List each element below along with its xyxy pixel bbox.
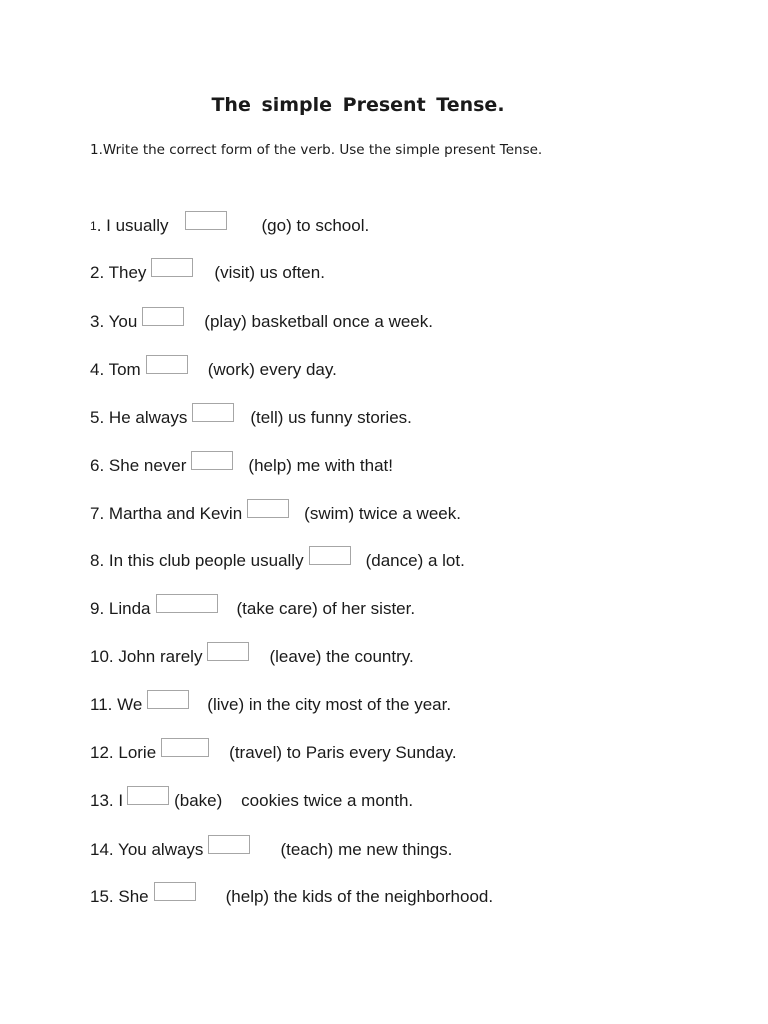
answer-box[interactable] xyxy=(154,882,196,901)
answer-box[interactable] xyxy=(146,355,188,374)
worksheet-instruction: 1.Write the correct form of the verb. Use the simple present Tense. xyxy=(90,142,543,158)
exercise-5 xyxy=(90,406,412,430)
exercise-subject: He always xyxy=(104,408,188,427)
exercise-subject: Linda xyxy=(104,599,151,618)
exercise-subject: You xyxy=(104,312,138,331)
answer-box[interactable] xyxy=(127,786,169,805)
exercise-verb-rest: (dance) a lot. xyxy=(365,551,465,570)
exercise-subject: . I usually xyxy=(96,216,169,235)
answer-box[interactable] xyxy=(156,594,218,613)
answer-box[interactable] xyxy=(142,307,184,326)
answer-box[interactable] xyxy=(247,499,289,518)
answer-box[interactable] xyxy=(309,546,351,565)
exercise-1 xyxy=(90,214,369,238)
worksheet-title: The simple Present Tense. xyxy=(211,94,505,116)
exercise-verb-rest: (help) me with that! xyxy=(248,456,393,475)
exercise-number: 5. xyxy=(90,408,105,427)
exercise-number: 7. xyxy=(90,504,105,523)
exercise-number: 8. xyxy=(90,551,105,570)
exercise-subject: Lorie xyxy=(113,743,157,762)
exercise-verb-rest: (go) to school. xyxy=(261,216,370,235)
exercise-number: 1 xyxy=(90,219,97,233)
exercise-8 xyxy=(90,549,465,573)
exercise-verb-rest: (play) basketball once a week. xyxy=(204,312,433,331)
exercise-number: 3. xyxy=(90,312,105,331)
exercise-number: 14. xyxy=(90,840,114,859)
exercise-subject: Martha and Kevin xyxy=(104,504,243,523)
exercise-verb-rest: (swim) twice a week. xyxy=(304,504,461,523)
exercise-7 xyxy=(90,502,461,526)
exercise-verb-rest: (work) every day. xyxy=(207,360,337,379)
exercise-9 xyxy=(90,597,415,621)
answer-box[interactable] xyxy=(208,835,250,854)
exercise-subject: Tom xyxy=(104,360,141,379)
exercise-10 xyxy=(90,645,414,669)
answer-box[interactable] xyxy=(147,690,189,709)
exercise-11 xyxy=(90,693,451,717)
exercise-number: 4. xyxy=(90,360,105,379)
answer-box[interactable] xyxy=(185,211,227,230)
exercise-subject: We xyxy=(112,695,143,714)
answer-box[interactable] xyxy=(151,258,193,277)
exercise-14 xyxy=(90,838,452,862)
answer-box[interactable] xyxy=(192,403,234,422)
exercise-13 xyxy=(90,789,413,813)
exercise-verb-rest: (take care) of her sister. xyxy=(236,599,416,618)
exercise-6 xyxy=(90,454,393,478)
exercise-15 xyxy=(90,885,493,909)
exercise-number: 9. xyxy=(90,599,105,618)
exercise-subject: You always xyxy=(113,840,204,859)
exercise-subject: She xyxy=(113,887,149,906)
exercise-12 xyxy=(90,741,457,765)
exercise-number: 6. xyxy=(90,456,105,475)
exercise-subject: She never xyxy=(104,456,187,475)
exercise-verb-rest: (travel) to Paris every Sunday. xyxy=(229,743,457,762)
answer-box[interactable] xyxy=(161,738,209,757)
exercise-number: 2. xyxy=(90,263,105,282)
exercise-number: 12. xyxy=(90,743,114,762)
exercise-number: 13. xyxy=(90,791,114,810)
exercise-verb-rest: (teach) me new things. xyxy=(280,840,453,859)
exercise-subject: John rarely xyxy=(113,647,203,666)
exercise-3 xyxy=(90,310,433,334)
answer-box[interactable] xyxy=(191,451,233,470)
exercise-number: 10. xyxy=(90,647,114,666)
exercise-verb-rest: (visit) us often. xyxy=(214,263,325,282)
exercise-verb-rest: (tell) us funny stories. xyxy=(250,408,412,427)
exercise-2 xyxy=(90,261,325,285)
exercise-verb-rest: (live) in the city most of the year. xyxy=(207,695,452,714)
exercise-subject: In this club people usually xyxy=(104,551,304,570)
exercise-verb-rest: (bake) cookies twice a month. xyxy=(174,791,414,810)
exercise-number: 15. xyxy=(90,887,114,906)
exercise-number: 11. xyxy=(90,695,113,714)
exercise-subject: They xyxy=(104,263,147,282)
exercise-subject: I xyxy=(113,791,124,810)
exercise-4 xyxy=(90,358,337,382)
exercise-verb-rest: (help) the kids of the neighborhood. xyxy=(225,887,494,906)
exercise-verb-rest: (leave) the country. xyxy=(269,647,414,666)
answer-box[interactable] xyxy=(207,642,249,661)
